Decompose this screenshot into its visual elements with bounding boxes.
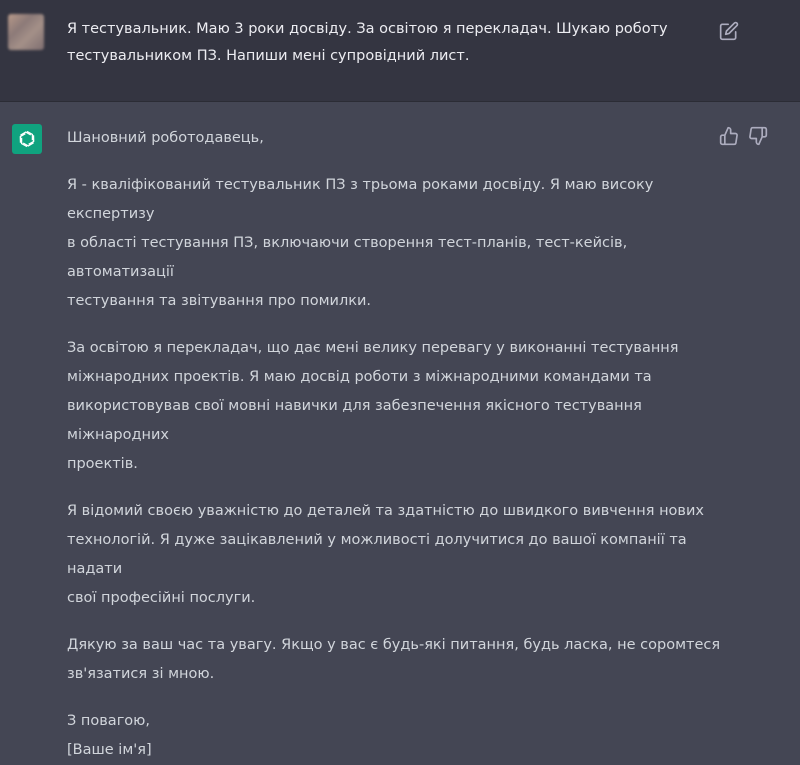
- paragraph-line: Я - кваліфікований тестувальник ПЗ з трьома роками досвіду. Я маю високу експертизу: [67, 177, 654, 222]
- paragraph-line: використовував свої мовні навички для забезпечення якісного тестування міжнародних: [67, 398, 642, 443]
- paragraph-experience: [67, 171, 727, 316]
- thumbs-down-icon[interactable]: [748, 126, 768, 146]
- paragraph-line: тестування та звітування про помилки.: [67, 293, 372, 309]
- paragraph-line: проектів.: [67, 456, 138, 472]
- assistant-message-row: [0, 102, 800, 758]
- user-message-line: Я тестувальник. Маю 3 роки досвіду. За освітою я перекладач. Шукаю роботу: [67, 21, 668, 37]
- user-message-text: [67, 16, 687, 70]
- paragraph-line: Я відомий своєю уважністю до деталей та здатністю до швидкого вивчення нових: [67, 503, 704, 519]
- closing-line: З повагою,: [67, 713, 150, 729]
- paragraph-line: За освітою я перекладач, що дає мені велику перевагу у виконанні тестування: [67, 340, 679, 356]
- paragraph-education: [67, 334, 727, 479]
- closing: [67, 707, 727, 765]
- greeting: Шановний роботодавець,: [67, 130, 264, 146]
- paragraph-qualities: [67, 497, 727, 613]
- signature-placeholder: [Ваше ім'я]: [67, 742, 152, 758]
- paragraph-line: Дякую за ваш час та увагу. Якщо у вас є будь-які питання, будь ласка, не соромтеся: [67, 637, 721, 653]
- paragraph-line: міжнародних проектів. Я маю досвід роботи з міжнародними командами та: [67, 369, 652, 385]
- user-message-line: тестувальником ПЗ. Напиши мені супровідний лист.: [67, 48, 470, 64]
- paragraph-thanks: [67, 631, 727, 689]
- user-avatar: [8, 14, 44, 50]
- paragraph-line: зв'язатися зі мною.: [67, 666, 215, 682]
- paragraph-line: в області тестування ПЗ, включаючи створення тест-планів, тест-кейсів, автоматизації: [67, 235, 628, 280]
- paragraph-line: технологій. Я дуже зацікавлений у можливості долучитися до вашої компанії та надати: [67, 532, 687, 577]
- paragraph-line: свої професійні послуги.: [67, 590, 256, 606]
- user-message-row: [0, 0, 800, 102]
- assistant-message-text: [67, 124, 727, 765]
- edit-icon[interactable]: [719, 21, 739, 41]
- thumbs-up-icon[interactable]: [719, 126, 739, 146]
- chatgpt-logo-icon: [12, 124, 42, 154]
